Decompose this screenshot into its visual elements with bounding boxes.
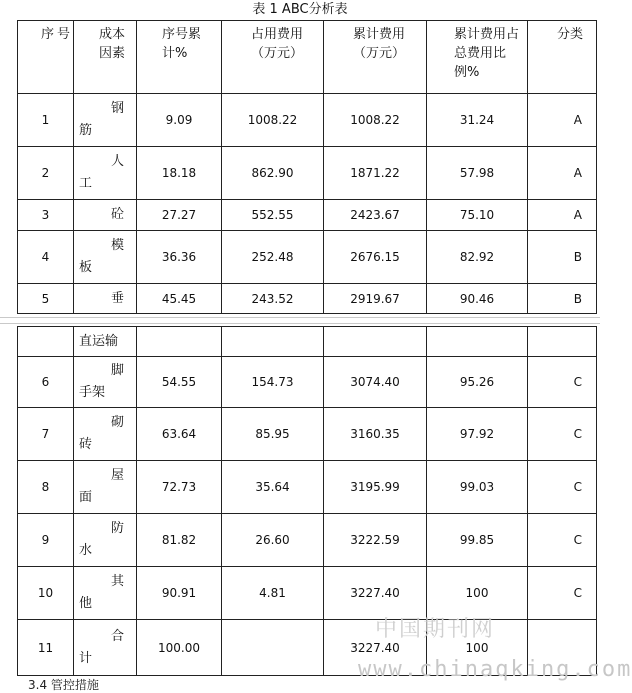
cell-cum-cost: 2676.15 — [324, 231, 427, 284]
cell-cum-cost: 1871.22 — [324, 147, 427, 200]
abc-table-part-2 — [17, 326, 597, 676]
page-break-line — [0, 323, 600, 324]
header-idx: 序号 — [18, 21, 74, 94]
cell-cum-cost: 3222.59 — [324, 514, 427, 567]
cell-cum-idx: 9.09 — [137, 94, 222, 147]
cell-cost: 85.95 — [222, 408, 324, 461]
cell-name: 人 工 — [74, 147, 137, 200]
cell-name: 模 板 — [74, 231, 137, 284]
table-row — [18, 461, 597, 514]
cell-cls: B — [528, 231, 597, 284]
cell-cum-idx: 27.27 — [137, 200, 222, 231]
cell-cost — [222, 620, 324, 676]
table-row — [18, 231, 597, 284]
cell-name: 垂 — [74, 284, 137, 314]
cell-cls: C — [528, 357, 597, 408]
cell-name: 合 计 — [74, 620, 137, 676]
cell-ratio: 75.10 — [427, 200, 528, 231]
cell-cls: C — [528, 461, 597, 514]
table-row — [18, 284, 597, 314]
table-title: 表 1 ABC分析表 — [252, 2, 348, 17]
watermark-url: www.chinaqking.com — [358, 657, 632, 682]
cell-cum-cost: 3227.40 — [324, 620, 427, 676]
cell-idx: 9 — [18, 514, 74, 567]
cell-cost: 26.60 — [222, 514, 324, 567]
cell-ratio: 57.98 — [427, 147, 528, 200]
cell-cum-idx: 100.00 — [137, 620, 222, 676]
page-break-line — [0, 317, 600, 318]
abc-table-part-1 — [17, 20, 597, 314]
cell-name: 脚 手架 — [74, 357, 137, 408]
cell-cost: 1008.22 — [222, 94, 324, 147]
cell-cost: 252.48 — [222, 231, 324, 284]
table-row — [18, 147, 597, 200]
watermark-cn: 中国期刊网 — [375, 617, 496, 642]
cell-cum-cost: 3227.40 — [324, 567, 427, 620]
cell-cls: C — [528, 514, 597, 567]
header-name: 成本因素 — [74, 21, 137, 94]
cell-cum-idx: 18.18 — [137, 147, 222, 200]
header-ratio: 累计费用占总费用比例% — [427, 21, 528, 94]
cell-cls — [528, 327, 597, 357]
cell-name: 砼 — [74, 200, 137, 231]
table-row — [18, 514, 597, 567]
cell-cum-idx — [137, 327, 222, 357]
table-row — [18, 327, 597, 357]
cell-cls: C — [528, 408, 597, 461]
cell-idx: 11 — [18, 620, 74, 676]
cell-name: 其 他 — [74, 567, 137, 620]
cell-idx: 10 — [18, 567, 74, 620]
cell-idx: 1 — [18, 94, 74, 147]
cell-idx — [18, 327, 74, 357]
cell-cls: A — [528, 200, 597, 231]
cell-ratio — [427, 327, 528, 357]
cell-ratio: 100 — [427, 567, 528, 620]
cell-cum-cost: 3160.35 — [324, 408, 427, 461]
cell-cum-cost: 1008.22 — [324, 94, 427, 147]
header-row — [18, 21, 597, 94]
cell-ratio: 31.24 — [427, 94, 528, 147]
cell-cls: C — [528, 567, 597, 620]
header-cost: 占用费用（万元） — [222, 21, 324, 94]
cell-cost: 35.64 — [222, 461, 324, 514]
cell-cost: 243.52 — [222, 284, 324, 314]
cell-cls: B — [528, 284, 597, 314]
cell-cum-idx: 72.73 — [137, 461, 222, 514]
table-row — [18, 567, 597, 620]
cell-name: 钢 筋 — [74, 94, 137, 147]
cell-ratio: 99.85 — [427, 514, 528, 567]
cell-cost — [222, 327, 324, 357]
next-section-heading: 3.4 管控措施 — [28, 678, 99, 692]
cell-cls: A — [528, 147, 597, 200]
table-row — [18, 357, 597, 408]
cell-ratio: 100 — [427, 620, 528, 676]
cell-cost: 4.81 — [222, 567, 324, 620]
cell-name: 直运输 — [74, 327, 137, 357]
cell-idx: 8 — [18, 461, 74, 514]
cell-idx: 5 — [18, 284, 74, 314]
cell-ratio: 99.03 — [427, 461, 528, 514]
cell-cum-cost: 3074.40 — [324, 357, 427, 408]
cell-cum-idx: 45.45 — [137, 284, 222, 314]
cell-ratio: 90.46 — [427, 284, 528, 314]
header-cum-cost: 累计费用（万元） — [324, 21, 427, 94]
cell-cum-idx: 81.82 — [137, 514, 222, 567]
cell-name: 防 水 — [74, 514, 137, 567]
cell-ratio: 97.92 — [427, 408, 528, 461]
cell-idx: 4 — [18, 231, 74, 284]
cell-cum-cost: 2919.67 — [324, 284, 427, 314]
cell-cum-cost — [324, 327, 427, 357]
cell-idx: 3 — [18, 200, 74, 231]
cell-idx: 7 — [18, 408, 74, 461]
cell-ratio: 95.26 — [427, 357, 528, 408]
cell-cum-idx: 90.91 — [137, 567, 222, 620]
cell-name: 砌 砖 — [74, 408, 137, 461]
header-cls: 分类 — [528, 21, 597, 94]
cell-idx: 2 — [18, 147, 74, 200]
cell-cum-idx: 54.55 — [137, 357, 222, 408]
table-row — [18, 94, 597, 147]
cell-cost: 552.55 — [222, 200, 324, 231]
cell-cum-idx: 36.36 — [137, 231, 222, 284]
cell-cum-cost: 3195.99 — [324, 461, 427, 514]
cell-cls: A — [528, 94, 597, 147]
cell-cost: 154.73 — [222, 357, 324, 408]
cell-cum-idx: 63.64 — [137, 408, 222, 461]
cell-name: 屋 面 — [74, 461, 137, 514]
cell-cum-cost: 2423.67 — [324, 200, 427, 231]
table-row — [18, 200, 597, 231]
cell-cost: 862.90 — [222, 147, 324, 200]
cell-ratio: 82.92 — [427, 231, 528, 284]
header-cum-idx: 序号累计% — [137, 21, 222, 94]
cell-idx: 6 — [18, 357, 74, 408]
table-row — [18, 408, 597, 461]
